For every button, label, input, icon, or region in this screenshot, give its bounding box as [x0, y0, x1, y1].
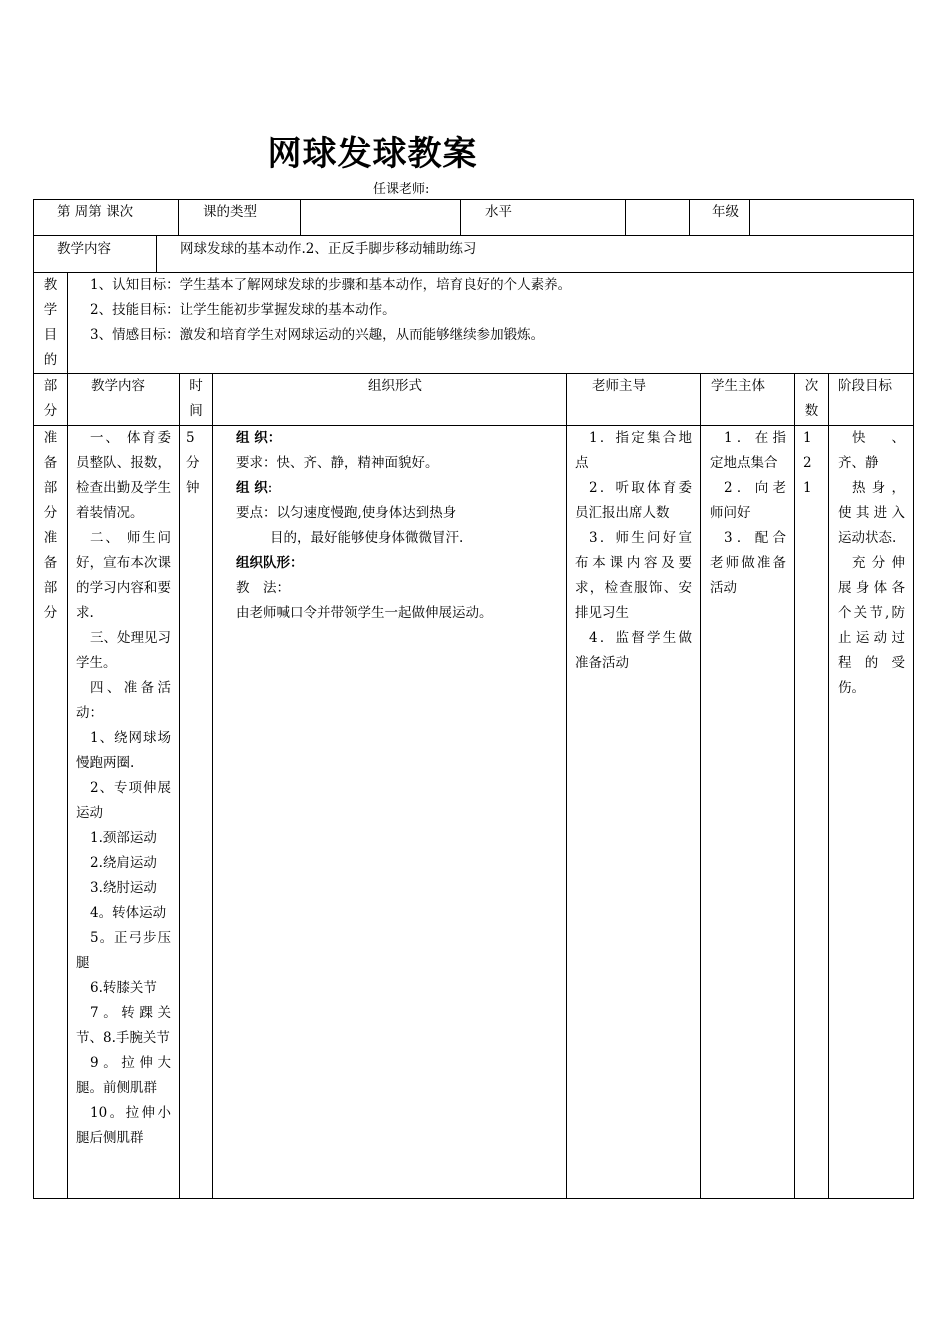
col-divider: [179, 373, 180, 1199]
grade-label: 年级: [712, 204, 739, 220]
level-label: 水平: [485, 204, 512, 220]
row-divider: [33, 373, 914, 374]
prep-teacher: [575, 426, 692, 676]
prep-content-item: 7。转踝关节、8.手腕关节: [76, 1005, 171, 1046]
col-header-times: 次 数: [804, 378, 819, 419]
org-key-point: 要点：以匀速度慢跑,使身体达到热身: [236, 505, 457, 521]
teaching-content-value: 网球发球的基本动作.2、正反手脚步移动辅助练习: [180, 241, 477, 257]
prep-content-item: 一、 体育委员整队、报数，检查出勤及学生着装情况。: [76, 430, 171, 521]
prep-content-item: 四、准备活动：: [76, 680, 171, 721]
teacher-item: 4．监督学生做准备活动: [575, 630, 692, 671]
student-item: 1．在指定地点集合: [710, 430, 786, 471]
goals-label: 教 学 目 的: [43, 277, 58, 368]
prep-content-item: 1、绕网球场慢跑两圈.: [76, 730, 171, 771]
lesson-type-label: 课的类型: [203, 204, 257, 220]
goal-item: 快 、齐、静: [838, 430, 905, 471]
goal-item: 2、技能目标：让学生能初步掌握发球的基本动作。: [90, 302, 396, 318]
goal-item: 1、认知目标：学生基本了解网球发球的步骤和基本动作，培育良好的个人素养。: [90, 277, 572, 293]
col-header-org: 组织形式: [368, 378, 422, 394]
prep-goal: [838, 426, 905, 701]
page-title: 网球发球教案: [267, 134, 478, 174]
col-divider: [460, 199, 461, 235]
prep-content-item: 二、 师生问好，宣布本次课的学习内容和要求.: [76, 530, 171, 621]
org-heading: 组 织: [236, 480, 268, 496]
col-divider: [300, 199, 301, 235]
prep-part-label: 准 备 部 分 准 备 部 分: [43, 430, 58, 621]
prep-content-item: 6.转膝关节: [90, 980, 157, 996]
col-divider: [566, 373, 567, 1199]
teacher-item: 1．指定集合地点: [575, 430, 692, 471]
col-divider: [749, 199, 750, 235]
col-header-content: 教学内容: [91, 378, 145, 394]
goal-item: 热身，使其进入运动状态.: [838, 480, 905, 546]
col-header-goal: 阶段目标: [838, 378, 892, 394]
col-divider: [67, 373, 68, 1199]
prep-content-item: 2、专项伸展运动: [76, 780, 171, 821]
col-divider: [794, 373, 795, 1199]
prep-student: [710, 426, 786, 601]
col-divider: [212, 373, 213, 1199]
col-header-teacher: 老师主导: [592, 378, 646, 394]
prep-content-item: 三、处理见习学生。: [76, 630, 171, 671]
prep-time: 5 分 钟: [186, 430, 200, 496]
col-header-time: 时 间: [189, 378, 203, 419]
col-divider: [625, 199, 626, 235]
col-divider: [156, 235, 157, 272]
prep-content-item: 10。拉伸小腿后侧肌群: [76, 1105, 171, 1146]
student-item: 3．配合老师做准备活动: [710, 530, 786, 596]
org-requirement: 要求：快、齐、静，精神面貌好。: [236, 455, 439, 471]
col-header-part: 部 分: [43, 378, 58, 419]
prep-content-item: 3.绕肘运动: [90, 880, 157, 896]
prep-content-item: 1.颈部运动: [90, 830, 157, 846]
org-heading: 组 织：: [236, 430, 282, 446]
row-divider: [33, 235, 914, 236]
col-header-student: 学生主体: [711, 378, 765, 394]
goal-item: 充分伸展身体各个关节,防止运动过程的受伤。: [838, 555, 905, 696]
student-item: 2．向老师问好: [710, 480, 786, 521]
org-heading: 组织队形：: [236, 555, 304, 571]
col-divider: [828, 373, 829, 1199]
teaching-content-label: 教学内容: [57, 241, 111, 257]
prep-content-item: 2.绕肩运动: [90, 855, 157, 871]
col-divider: [689, 199, 690, 235]
org-key-point: 目的，最好能够使身体微微冒汗.: [270, 530, 464, 546]
prep-content-item: 4。转体运动: [90, 905, 167, 921]
teacher-label: 任课老师:: [373, 182, 430, 197]
teacher-item: 3．师生问好宣布本课内容及要求，检查服饰、安排见习生: [575, 530, 692, 621]
prep-content-item: 9。拉伸大腿。前侧肌群: [76, 1055, 171, 1096]
goal-item: 3、情感目标：激发和培育学生对网球运动的兴趣，从而能够继续参加锻炼。: [90, 327, 545, 343]
goals-list: [90, 273, 571, 348]
col-divider: [700, 373, 701, 1199]
teacher-item: 2．听取体育委员汇报出席人数: [575, 480, 692, 521]
prep-organization: 组 织： 要求：快、齐、静，精神面貌好。 组 织: 要点：以匀速度慢跑,使身体达到热身 目的，最好能够使身体微微冒汗. 组织队形： 教 法： 由老师喊口令并带领学生一起做伸展运动。: [236, 426, 493, 626]
org-method-label: 教 法：: [236, 580, 290, 596]
col-divider: [67, 272, 68, 373]
col-divider: [178, 199, 179, 235]
week-lesson-label: 第 周第 课次: [57, 204, 134, 220]
prep-content: [76, 426, 171, 1151]
prep-content-item: 5。正弓步压腿: [76, 930, 171, 971]
org-method-desc: 由老师喊口令并带领学生一起做伸展运动。: [236, 605, 493, 621]
prep-times: 1 2 1: [803, 430, 812, 496]
